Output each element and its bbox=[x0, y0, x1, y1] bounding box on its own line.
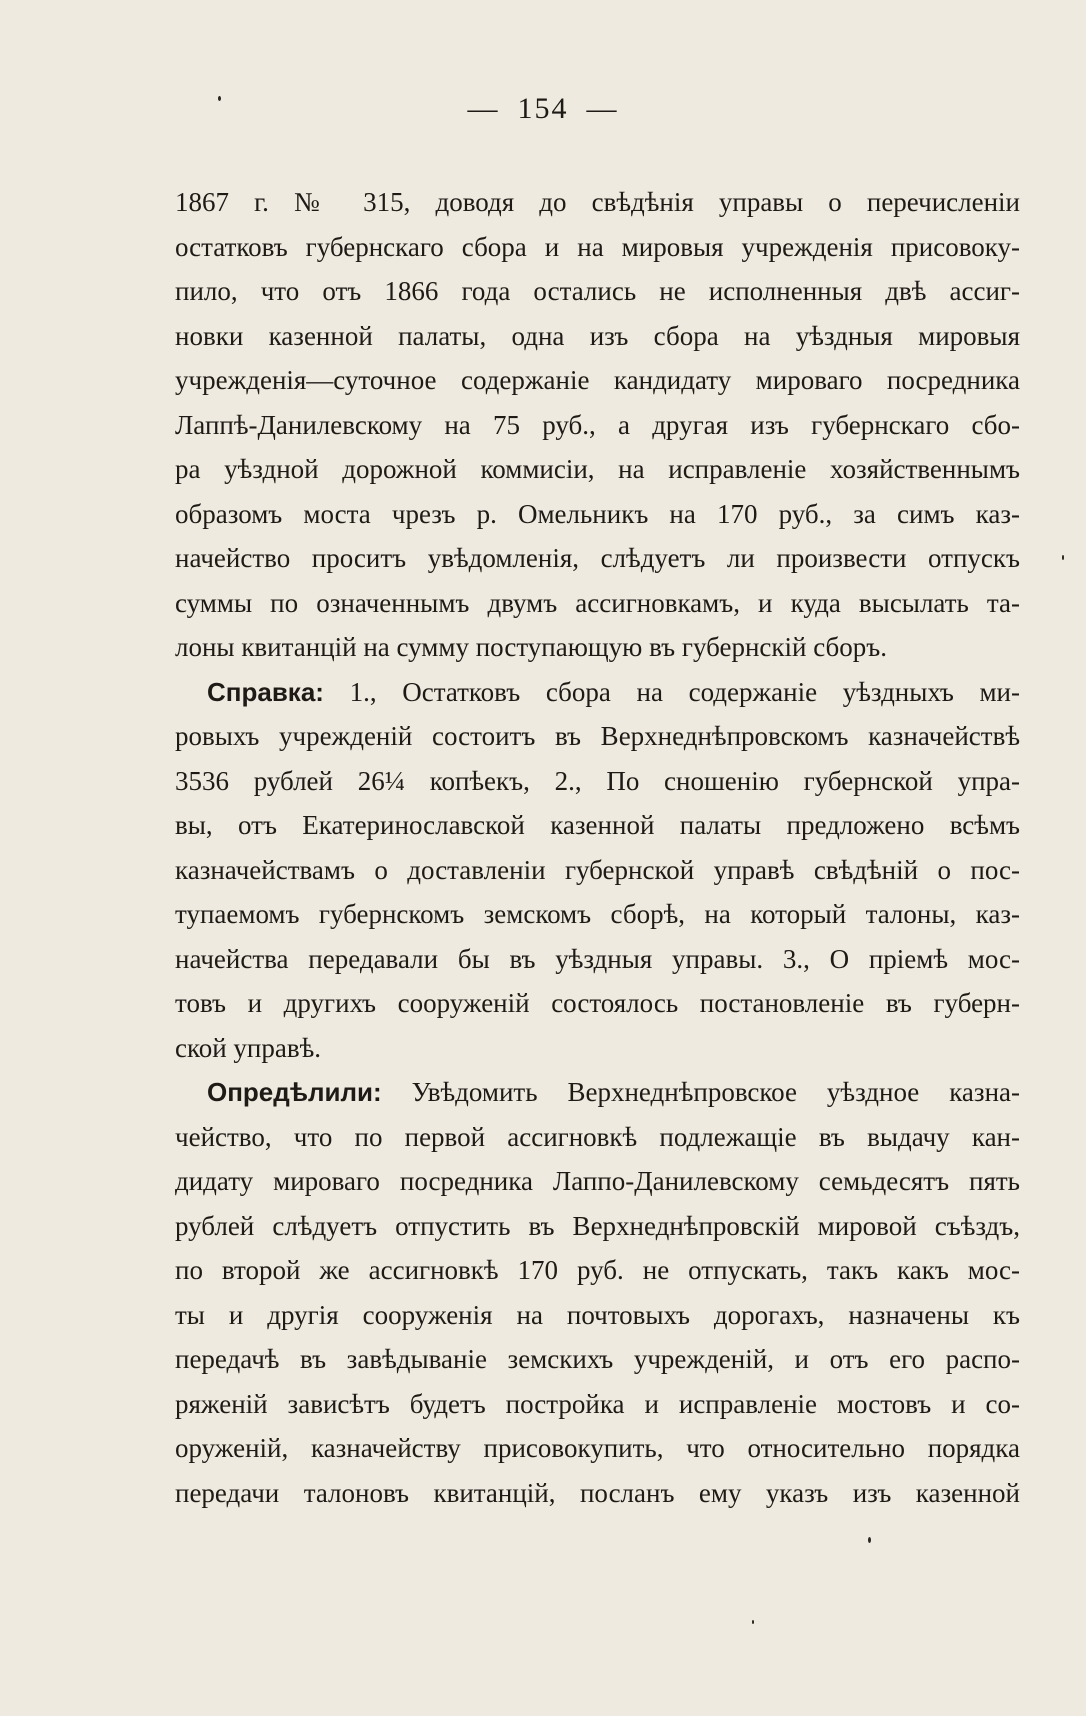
text-line: передачи талоновъ квитанцій, посланъ ему указъ изъ казенной bbox=[175, 1477, 1020, 1508]
paragraph-spravka bbox=[175, 670, 1020, 1071]
text-line: товъ и другихъ сооруженій состоялось постановленіе въ губерн- bbox=[175, 988, 1020, 1018]
text-line: остатковъ губернскаго сбора и на мировыя учрежденія присовоку- bbox=[175, 231, 1020, 262]
page-header bbox=[0, 92, 1086, 126]
paragraph-opredelili bbox=[175, 1070, 1020, 1515]
scan-speck bbox=[218, 96, 221, 101]
text-line: новки казенной палаты, одна изъ сбора на уѣздныя мировыя bbox=[175, 320, 1020, 351]
text-line: чейство, что по первой ассигновкѣ подлежащіе въ выдачу кан- bbox=[175, 1121, 1020, 1152]
scan-speck bbox=[1062, 555, 1064, 560]
text-line: рублей слѣдуетъ отпустить въ Верхнеднѣпровскій мировой съѣздъ, bbox=[175, 1210, 1020, 1241]
text-line: вы, отъ Екатеринославской казенной палаты предложено всѣмъ bbox=[175, 810, 1020, 840]
header-dash-right: — bbox=[586, 92, 619, 125]
text-line: дидату мироваго посредника Лаппо-Данилевскому семьдесятъ пять bbox=[175, 1166, 1020, 1196]
text-line: начейства передавали бы въ уѣздныя управы. 3., О пріемѣ мос- bbox=[175, 943, 1020, 974]
header-dash-left: — bbox=[467, 92, 500, 125]
text-line: 1867 г. № 315, доводя до свѣдѣнія управы о перечисленіи bbox=[175, 187, 1020, 217]
text-line: оруженій, казначейству присовокупить, что относительно порядка bbox=[175, 1433, 1020, 1463]
text-line: по второй же ассигновкѣ 170 руб. не отпускать, такъ какъ мос- bbox=[175, 1255, 1020, 1285]
text-line: образомъ моста чрезъ р. Омельникъ на 170 руб., за симъ каз- bbox=[175, 498, 1020, 529]
text-line: суммы по означеннымъ двумъ ассигновкамъ, и куда высылать та- bbox=[175, 587, 1020, 618]
text-line-rest: 1., Остатковъ сбора на содержаніе уѣздныхъ ми- bbox=[349, 676, 1020, 707]
opredelili-heading: Опредѣлили: bbox=[207, 1077, 382, 1107]
page-number: 154 bbox=[517, 92, 569, 125]
text-line: ровыхъ учрежденій состоитъ въ Верхнеднѣпровскомъ казначействѣ bbox=[175, 721, 1020, 751]
scan-speck bbox=[752, 1620, 754, 1624]
text-line: начейство проситъ увѣдомленія, слѣдуетъ ли произвести отпускъ bbox=[175, 543, 1020, 573]
text-line bbox=[175, 1070, 1020, 1115]
text-line: ской управѣ. bbox=[175, 1032, 322, 1063]
text-line: ты и другія сооруженія на почтовыхъ дорогахъ, назначены къ bbox=[175, 1299, 1020, 1330]
text-line: передачѣ въ завѣдываніе земскихъ учрежденій, и отъ его распо- bbox=[175, 1344, 1020, 1374]
text-line: ряженій зависѣтъ будетъ постройка и исправленіе мостовъ и со- bbox=[175, 1388, 1020, 1419]
text-line: пило, что отъ 1866 года остались не исполненныя двѣ ассиг- bbox=[175, 276, 1020, 306]
text-line: лоны квитанцій на сумму поступающую въ губернскій сборъ. bbox=[175, 632, 887, 662]
text-line bbox=[175, 670, 1020, 715]
text-line: ра уѣздной дорожной коммисіи, на исправленіе хозяйственнымъ bbox=[175, 454, 1020, 484]
text-line: казначействамъ о доставленіи губернской управѣ свѣдѣній о пос- bbox=[175, 854, 1020, 885]
paragraph-continuation bbox=[175, 180, 1020, 670]
text-line: учрежденія—суточное содержаніе кандидату мироваго посредника bbox=[175, 365, 1020, 395]
text-line-rest: Увѣдомить Верхнеднѣпровское уѣздное казна- bbox=[411, 1077, 1020, 1107]
scan-speck bbox=[868, 1537, 871, 1543]
body-text bbox=[175, 180, 1020, 1515]
text-line: Лаппѣ-Данилевскому на 75 руб., а другая изъ губернскаго сбо- bbox=[175, 409, 1020, 440]
text-line: тупаемомъ губернскомъ земскомъ сборѣ, на который талоны, каз- bbox=[175, 899, 1020, 929]
text-line: 3536 рублей 26¼ копѣекъ, 2., По сношенію губернской упра- bbox=[175, 765, 1020, 796]
spravka-heading: Справка: bbox=[207, 676, 324, 707]
